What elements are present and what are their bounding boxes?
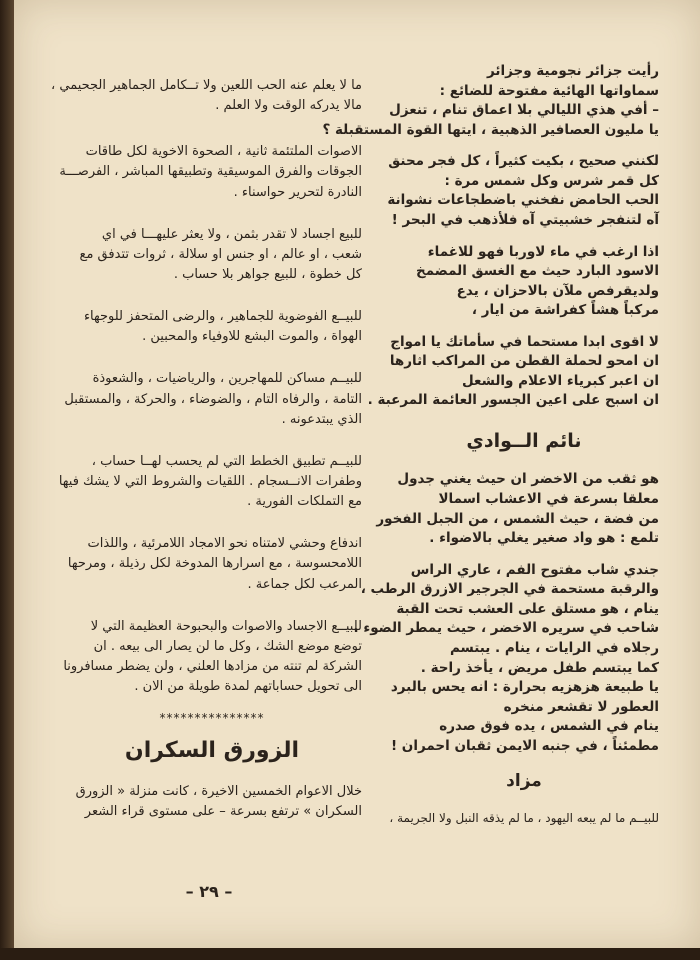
text-line: للبيــع الاجساد والاصوات والبحبوحة العظيمة التي لا [90, 618, 362, 634]
verse-line: ان اسبح على اعين الجسور العائمة المرعبة . [367, 392, 659, 409]
stanza [367, 333, 659, 411]
stanza [376, 470, 659, 548]
article-title-drunken-boat: الزورق السكران [124, 737, 300, 763]
verse-line: سماواتها الهائية مفتوحة للضائع : [439, 82, 659, 99]
verse-line: اذا ارغب في ماء لاوربا فهو للاغماء [427, 243, 659, 260]
stanza [389, 152, 659, 230]
verse-line: من فضة ، حيث الشمس ، من الجبل الفخور [376, 510, 659, 527]
page-bottom-edge [0, 948, 700, 960]
text-line: النادرة لتحرير حواسناء . [233, 184, 362, 200]
section-divider: *************** [159, 711, 265, 726]
verse-line: والرقبة مستحمة في الجرجير الازرق الرطب ، [360, 581, 659, 598]
section-title-auction: مزاد [506, 771, 542, 792]
text-line: التامة ، والرفاه التام ، والضوضاء ، والحركة ، والمستقبل [64, 391, 362, 407]
verse-line: رأيت جزائر نجومية وجزائر [486, 63, 659, 79]
verse-line: كل قمر شرس وكل شمس مرة : [444, 172, 659, 189]
paragraph [58, 452, 362, 512]
text-line: الى تحويل حساباتهم لمدة طويلة من الان . [134, 679, 362, 695]
verse-line: يا طبيعة هزهزيه بحرارة : انه يحس بالبرد [390, 679, 659, 696]
verse-line: هو ثقب من الاخضر ان حيث يغني جدول [397, 471, 659, 488]
text-line: للبيع اجساد لا تقدر بثمن ، ولا يعثر عليهـــا في اي [101, 226, 362, 242]
verse-line: جندي شاب مفتوح الفم ، عاري الراس [410, 561, 659, 578]
paragraph [62, 369, 362, 429]
paragraph [51, 76, 362, 116]
text-line: الذي يبتدعونه . [281, 411, 362, 427]
page-number: – ٢٩ – [185, 882, 233, 901]
text-line: الجوقات والفرق الموسيقية وتطبيقها المباشر ، الفرصـــة [59, 164, 362, 180]
text-line: للبيــم مساكن للمهاجرين ، والرياضيات ، والشعوذة [92, 371, 362, 387]
left-column [51, 76, 362, 834]
text-line: للبيــع الفوضوية للجماهير ، والرضى المتحفز للوجهاء [83, 309, 362, 325]
poem-drunken-boat-excerpt [322, 62, 659, 411]
text-line: للبيــم تطبيق الخطط التي لم يحسب لهــا حساب ، [91, 453, 362, 469]
text-line: الاصوات الملتئمة ثانية ، الصحوة الاخوية لكل طاقات [85, 144, 362, 160]
paragraph [62, 307, 362, 347]
text-line: مالا يدركه الوقت ولا العلم . [215, 98, 362, 114]
verse-line: تلمع : هو واد صغير يغلي بالاضواء . [429, 530, 659, 547]
verse-line: ينام في الشمس ، يده فوق صدره [439, 718, 659, 735]
text-line: السكران » ترتفع بسرعة – على مستوى قراء الشعر [84, 804, 362, 820]
stanza [353, 561, 659, 757]
right-column [322, 62, 659, 839]
verse-line: ان امحو لحملة القطن من المراكب اثارها [389, 353, 659, 370]
verse-line: شاحب في سريره الاخضر ، حيث يمطر الضوء . [353, 620, 659, 637]
paragraph [62, 782, 362, 822]
verse-line: مركباً هشاً كفراشة من ايار ، [471, 302, 659, 319]
verse-line: معلقا بسرعة في الاعشاب اسمالا [438, 491, 659, 507]
paragraph [389, 809, 659, 828]
verse-line: آه لتنفجر خشبيتي آه فلأذهب في البحر ! [391, 211, 659, 228]
verse-line: رجلاه في الرايات ، ينام . يبتسم [449, 639, 659, 656]
poem-title-sleeper-in-valley: نائم الــوادي [466, 430, 582, 452]
verse-line: ولديقرفص ملآن بالاحزان ، يدع [456, 282, 659, 299]
verse-line: – أفي هذي الليالي بلا اعماق تنام ، تنعزل [389, 102, 659, 119]
verse-line: كما يبتسم طفل مريض ، يأخذ راحة . [420, 659, 659, 676]
text-line: مع التملكات الفورية . [247, 494, 362, 510]
verse-line: ان اعبر كبرياء الاعلام والشعل [461, 372, 659, 389]
text-line: اندفاع وحشي لامتناه نحو الامجاد اللامرئية ، واللذات [87, 536, 362, 552]
verse-line: الحب الحامض نفخني باضطجاعات نشوانة [387, 192, 659, 209]
verse-line: مطمئناً ، في جنبه الايمن ثقبان احمران ! [390, 737, 659, 754]
paragraph [62, 617, 362, 698]
poem-sleeper-in-valley [353, 470, 659, 756]
text-line: وطفرات الانــسجام . اللقيات والشروط التي لا يشك فيها [58, 473, 362, 489]
text-line: توضع موضع الشك ، وكل ما لن يصار الى بيعه . ان [93, 638, 362, 654]
verse-line: لا اقوى ابدا مستحما في سأماتك يا امواج [390, 333, 659, 350]
book-page [14, 0, 700, 948]
text-line: كل خطوة ، للبيع جواهر بلا حساب . [173, 266, 362, 282]
paragraph [59, 142, 362, 202]
text-line: للبيــم ما لم يبعه اليهود ، ما لم يذقه النبل ولا الجريمة ، [389, 810, 659, 825]
text-line: الشركة لم تنته من مزادها العلني ، ولن يضطر مسافرونا [63, 658, 362, 674]
verse-line: يا مليون العصافير الذهبية ، ايتها القوة المستقبلة ؟ [322, 121, 659, 138]
verse-line: الاسود البارد حيث مع الغسق المضمخ [416, 263, 659, 280]
text-line: المرعب لكل جماعة . [247, 576, 362, 592]
paragraph [62, 534, 362, 594]
text-line: الهواة ، والموت البشع للاوفياء والمحبين . [142, 329, 362, 345]
stanza [389, 243, 659, 321]
verse-line: ينام ، هو مستلق على العشب تحت القبة [396, 600, 659, 617]
book-spine-shadow [0, 0, 14, 960]
stanza [322, 62, 659, 140]
text-line: ما لا يعلم عنه الحب اللعين ولا تــكامل الجماهير الجحيمي ، [51, 78, 362, 93]
text-line: اللامحسوسة ، مع اسرارها المدوخة لكل رذيلة ، ومرحها [67, 556, 362, 572]
verse-line: العطور لا تقشعر منخره [503, 698, 659, 715]
paragraph [62, 225, 362, 285]
text-line: شعب ، او عالم ، او جنس او سلالة ، ثروات تتدفق مع [79, 246, 362, 262]
text-line: خلال الاعوام الخمسين الاخيرة ، كانت منزلة « الزورق [75, 783, 362, 799]
verse-line: لكنني صحيح ، بكيت كثيراً ، كل فجر محنق [388, 153, 659, 170]
